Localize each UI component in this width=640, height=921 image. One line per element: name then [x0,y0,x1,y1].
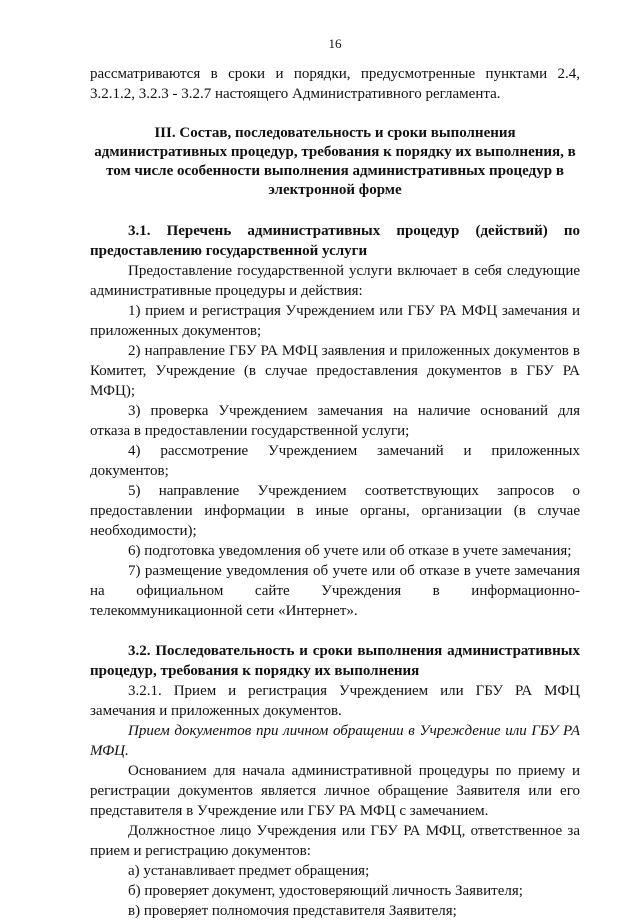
list-item: в) проверяет полномочия представителя Заявителя; [128,903,457,919]
list-item: б) проверяет документ, удостоверяющий личность Заявителя; [128,883,523,899]
list-item: 2) направление ГБУ РА МФЦ заявления и приложенных документов в Комитет, Учреждение (в случае предоставления документов в ГБУ РА МФЦ); [90,343,580,399]
list-item: 7) размещение уведомления об учете или об отказе в учете замечания на официальном сайте Учреждения в информационно-телекоммуникационной сети «Интернет». [90,563,580,619]
subsection-2-paragraph: Должностное лицо Учреждения или ГБУ РА МФЦ, ответственное за прием и регистрацию документов: [90,823,580,859]
list-item: 5) направление Учреждением соответствующих запросов о предоставлении информации в иные органы, организации (в случае необходимости); [90,483,580,539]
page-number: 16 [328,36,342,51]
list-item: а) устанавливает предмет обращения; [128,863,370,879]
subsection-1-title: 3.1. Перечень административных процедур (действий) по предоставлению государственной услуги [90,223,580,259]
list-item: 6) подготовка уведомления об учете или об отказе в учете замечания; [128,543,572,559]
subsection-2-title: 3.2. Последовательность и сроки выполнения административных процедур, требования к порядку их выполнения [90,643,580,679]
list-item: 4) рассмотрение Учреждением замечаний и приложенных документов; [90,443,580,479]
list-item: 1) прием и регистрация Учреждением или ГБУ РА МФЦ замечания и приложенных документов; [90,303,580,339]
subsection-1-lead: Предоставление государственной услуги включает в себя следующие административные процедуры и действия: [90,263,580,299]
subsection-2-paragraph: 3.2.1. Прием и регистрация Учреждением или ГБУ РА МФЦ замечания и приложенных документов. [90,683,580,719]
subsection-2-italic-paragraph: Прием документов при личном обращении в Учреждение или ГБУ РА МФЦ. [90,723,580,759]
intro-paragraph: рассматриваются в сроки и порядки, предусмотренные пунктами 2.4, 3.2.1.2, 3.2.3 - 3.2.7 настоящего Административного регламента. [90,66,580,102]
section-title: III. Состав, последовательность и сроки выполнения административных процедур, требования к порядку их выполнения, в том числе особенности выполнения административных процедур в электронной форме [94,125,576,198]
document-page [90,36,580,921]
subsection-2-paragraph: Основанием для начала административной процедуры по приему и регистрации документов является личное обращение Заявителя или его представителя в Учреждение или ГБУ РА МФЦ с замечанием. [90,763,580,819]
list-item: 3) проверка Учреждением замечания на наличие оснований для отказа в предоставлении государственной услуги; [90,403,580,439]
